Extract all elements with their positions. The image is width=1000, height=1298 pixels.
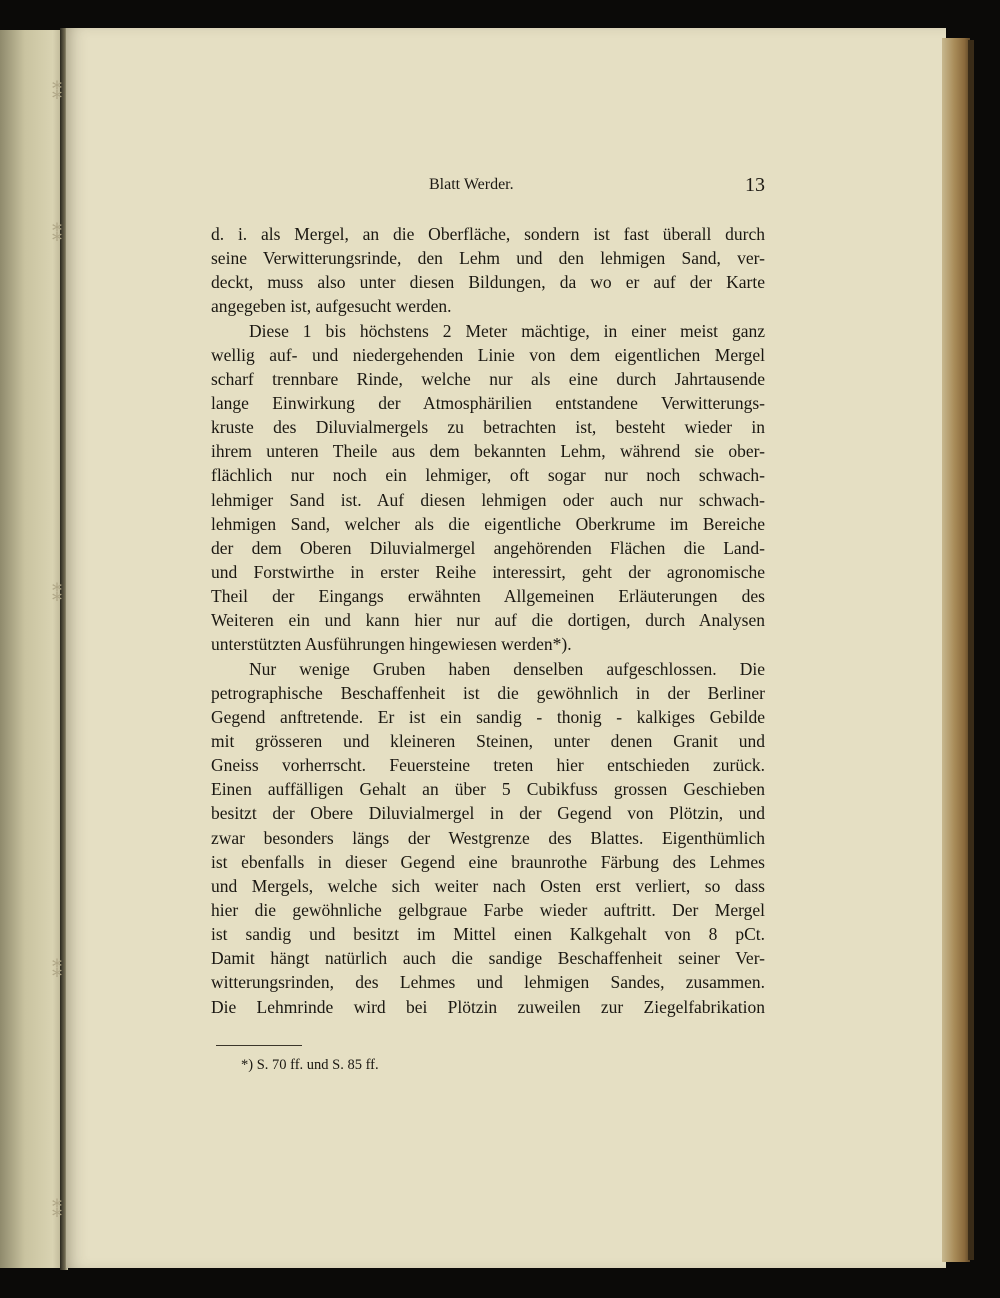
sewing-thread-mark: ⁑ <box>52 1200 62 1222</box>
text-line: lehmigen Sand, welcher als die eigentliche Oberkrume im Bereiche <box>211 513 765 534</box>
text-line: der dem Oberen Diluvialmergel angehörenden Flächen die Land- <box>211 537 765 558</box>
text-line: Damit hängt natürlich auch die sandige Beschaffenheit seiner Ver- <box>211 948 765 969</box>
text-line: ihrem unteren Theile aus dem bekannten Lehm, während sie ober- <box>211 441 765 462</box>
text-line: witterungsrinden, des Lehmes und lehmigen Sandes, zusammen. <box>211 972 765 993</box>
text-line: deckt, muss also unter diesen Bildungen, da wo er auf der Karte <box>211 272 765 293</box>
paragraph-first-line: Diese 1 bis höchstens 2 Meter mächtige, in einer meist ganz <box>249 320 765 341</box>
text-line: ist sandig und besitzt im Mittel einen Kalkgehalt von 8 pCt. <box>211 924 765 945</box>
footnote-rule <box>216 1045 302 1046</box>
text-line: Die Lehmrinde wird bei Plötzin zuweilen zur Ziegelfabrikation <box>211 996 765 1017</box>
text-line: unterstützten Ausführungen hingewiesen werden*). <box>211 634 572 655</box>
footnote: *) S. 70 ff. und S. 85 ff. <box>241 1057 379 1073</box>
text-line: Theil der Eingangs erwähnten Allgemeinen Erläuterungen des <box>211 586 765 607</box>
text-line: seine Verwitterungsrinde, den Lehm und den lehmigen Sand, ver- <box>211 248 765 269</box>
sewing-thread-mark: ⁑ <box>52 584 62 606</box>
text-line: Weiteren ein und kann hier nur auf die dortigen, durch Analysen <box>211 610 765 631</box>
text-line: petrographische Beschaffenheit ist die gewöhnlich in der Berliner <box>211 682 765 703</box>
body-text <box>211 222 765 1019</box>
text-line: d. i. als Mergel, an die Oberfläche, sondern ist fast überall durch <box>211 224 765 244</box>
text-line: scharf trennbare Rinde, welche nur als eine durch Jahrtausende <box>211 368 765 389</box>
text-line: Gegend anftretende. Er ist ein sandig - thonig - kalkiges Gebilde <box>211 706 765 727</box>
text-line: ist ebenfalls in dieser Gegend eine braunrothe Färbung des Lehmes <box>211 851 765 872</box>
page-stack-shadow <box>968 40 974 1260</box>
text-line: besitzt der Obere Diluvialmergel in der Gegend von Plötzin, und <box>211 803 765 824</box>
text-line: lehmiger Sand ist. Auf diesen lehmigen oder auch nur schwach- <box>211 489 765 510</box>
text-line: Einen auffälligen Gehalt an über 5 Cubikfuss grossen Geschieben <box>211 779 765 800</box>
text-line: zwar besonders längs der Westgrenze des Blattes. Eigenthümlich <box>211 827 765 848</box>
page-stack-edge <box>942 38 970 1262</box>
page-header <box>211 176 765 202</box>
text-line: mit grösseren und kleineren Steinen, unter denen Granit und <box>211 730 765 751</box>
text-line: hier die gewöhnliche gelbgraue Farbe wieder auftritt. Der Mergel <box>211 899 765 920</box>
text-line: flächlich nur noch ein lehmiger, oft sogar nur noch schwach- <box>211 465 765 486</box>
text-line: Gneiss vorherrscht. Feuersteine treten hier entschieden zurück. <box>211 755 765 776</box>
left-page-edge <box>0 30 62 1268</box>
running-title: Blatt Werder. <box>429 176 514 193</box>
page-number: 13 <box>745 174 765 196</box>
sewing-thread-mark: ⁑ <box>52 82 62 104</box>
sewing-thread-mark: ⁑ <box>52 224 62 246</box>
text-line: kruste des Diluvialmergels zu betrachten ist, besteht wieder in <box>211 417 765 438</box>
text-line: wellig auf- und niedergehenden Linie von dem eigentlichen Mergel <box>211 344 765 365</box>
text-line: und Mergels, welche sich weiter nach Osten erst verliert, so dass <box>211 875 765 896</box>
paragraph-first-line: Nur wenige Gruben haben denselben aufgeschlossen. Die <box>249 658 765 679</box>
text-line: angegeben ist, aufgesucht werden. <box>211 296 452 317</box>
text-line: lange Einwirkung der Atmosphärilien entstandene Verwitterungs- <box>211 392 765 413</box>
sewing-thread-mark: ⁑ <box>52 960 62 982</box>
text-line: und Forstwirthe in erster Reihe interessirt, geht der agronomische <box>211 561 765 582</box>
